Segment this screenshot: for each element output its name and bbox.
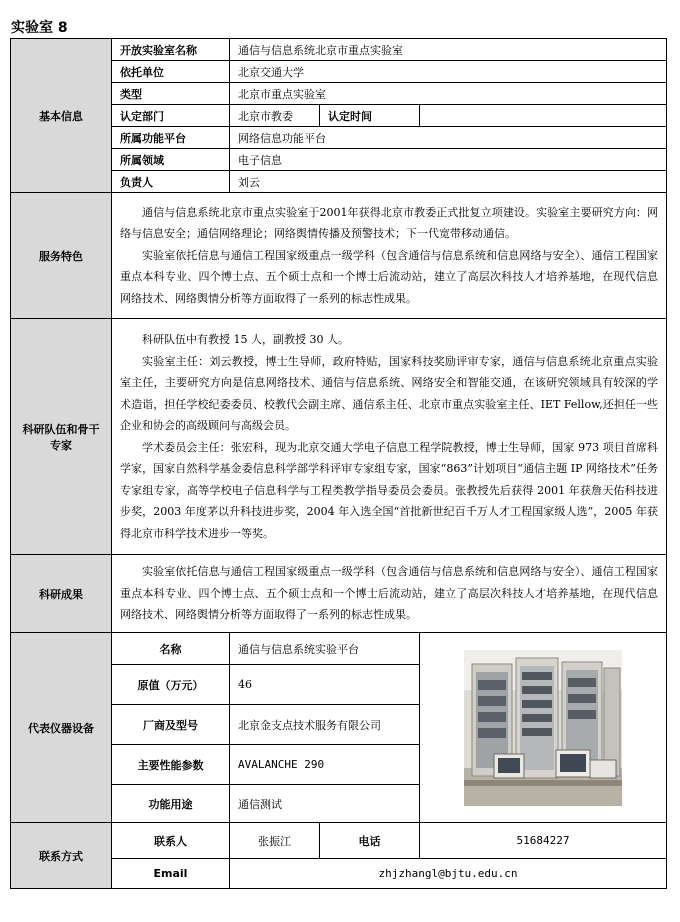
field-value: 网络信息功能平台 (230, 127, 667, 149)
team-text (112, 319, 667, 555)
equip-label: 名称 (112, 633, 230, 665)
phone-value: 51684227 (420, 823, 667, 859)
paragraph: 学术委员会主任：张宏科，现为北京交通大学电子信息工程学院教授，博士生导师，国家 973 项目首席科学家，国家自然科学基金委信息科学部学科评审专家组专家，国家“863”计划项目“通信主题 IP 网络技术”任务专家组专家，高等学校电子信息科学与工程类教学指导委员会委员。张教授先后获得 2001 年获詹天佑科技进步奖，2003 年度茅以升科技进步奖，2004 年入选全国“首批新世纪百千万人才工程国家级人选”，2005 年获得北京市科学技术进步一等奖。 (120, 440, 659, 540)
field-label: 开放实验室名称 (112, 39, 230, 61)
equip-label: 功能用途 (112, 785, 230, 823)
features-text (112, 193, 667, 319)
paragraph: 实验室依托信息与通信工程国家级重点一级学科（包含通信与信息系统和信息网络与安全）、通信工程国家重点本科专业、四个博士点、五个硕士点和一个博士后流动站，建立了高层次科技人才培养基地，在现代信息网络技术、网络舆情分析等方面取得了一系列的标志性成果。 (120, 248, 659, 305)
contact-person-value: 张振江 (230, 823, 320, 859)
field-value: 北京市教委 (230, 105, 320, 127)
field-label: 类型 (112, 83, 230, 105)
page-title: 实验室 8 (11, 20, 68, 36)
paragraph: 实验室依托信息与通信工程国家级重点一级学科（包含通信与信息系统和信息网络与安全）、通信工程国家重点本科专业、四个博士点、五个硕士点和一个博士后流动站，建立了高层次科技人才培养基地，在现代信息网络技术、网络舆情分析等方面取得了一系列的标志性成果。 (120, 565, 659, 622)
results-text (112, 555, 667, 633)
contact-person-label: 联系人 (112, 823, 230, 859)
field-label: 认定部门 (112, 105, 230, 127)
section-equipment: 代表仪器设备 (11, 633, 112, 823)
equip-value: 北京金支点技术服务有限公司 (230, 705, 420, 745)
equip-value: AVALANCHE 290 (230, 745, 420, 785)
equip-value: 通信与信息系统实验平台 (230, 633, 420, 665)
field-value-secondary (420, 105, 667, 127)
server-racks-illustration (464, 650, 622, 806)
field-label: 所属功能平台 (112, 127, 230, 149)
field-value: 电子信息 (230, 149, 667, 171)
lab-info-table (10, 38, 667, 889)
equip-label: 厂商及型号 (112, 705, 230, 745)
equip-value: 通信测试 (230, 785, 420, 823)
section-service-features: 服务特色 (11, 193, 112, 319)
field-value: 北京交通大学 (230, 61, 667, 83)
field-value: 北京市重点实验室 (230, 83, 667, 105)
field-label: 所属领域 (112, 149, 230, 171)
email-label: Email (112, 859, 230, 889)
equip-label: 主要性能参数 (112, 745, 230, 785)
field-label-secondary: 认定时间 (320, 105, 420, 127)
phone-label: 电话 (320, 823, 420, 859)
field-value: 通信与信息系统北京市重点实验室 (230, 39, 667, 61)
section-contact: 联系方式 (11, 823, 112, 889)
field-value: 刘云 (230, 171, 667, 193)
equip-label: 原值（万元） (112, 665, 230, 705)
section-research-team: 科研队伍和骨干专家 (11, 319, 112, 555)
section-research-results: 科研成果 (11, 555, 112, 633)
section-basic-info: 基本信息 (11, 39, 112, 193)
paragraph: 通信与信息系统北京市重点实验室于2001年获得北京市教委正式批复立项建设。实验室主要研究方向：网络与信息安全；通信网络理论；网络舆情传播及预警技术；下一代宽带移动通信。 (120, 205, 659, 241)
field-label: 依托单位 (112, 61, 230, 83)
equipment-photo-cell (420, 633, 667, 823)
server-racks-photo (464, 650, 622, 806)
field-label: 负责人 (112, 171, 230, 193)
paragraph: 实验室主任：刘云教授，博士生导师，政府特贴，国家科技奖励评审专家，通信与信息系统北京重点实验室主任，主要研究方向是信息网络技术、通信与信息系统、网络安全和智能交通，在该研究领域具有较深的学术造诣，担任学校纪委委员、校教代会副主席、通信系主任、北京市重点实验室主任、IET Fellow,还担任一些企业和协会的高级顾问与高级会员。 (120, 354, 659, 432)
equip-value: 46 (230, 665, 420, 705)
paragraph: 科研队伍中有教授 15 人，副教授 30 人。 (142, 333, 349, 346)
email-value: zhjzhangl@bjtu.edu.cn (230, 859, 667, 889)
